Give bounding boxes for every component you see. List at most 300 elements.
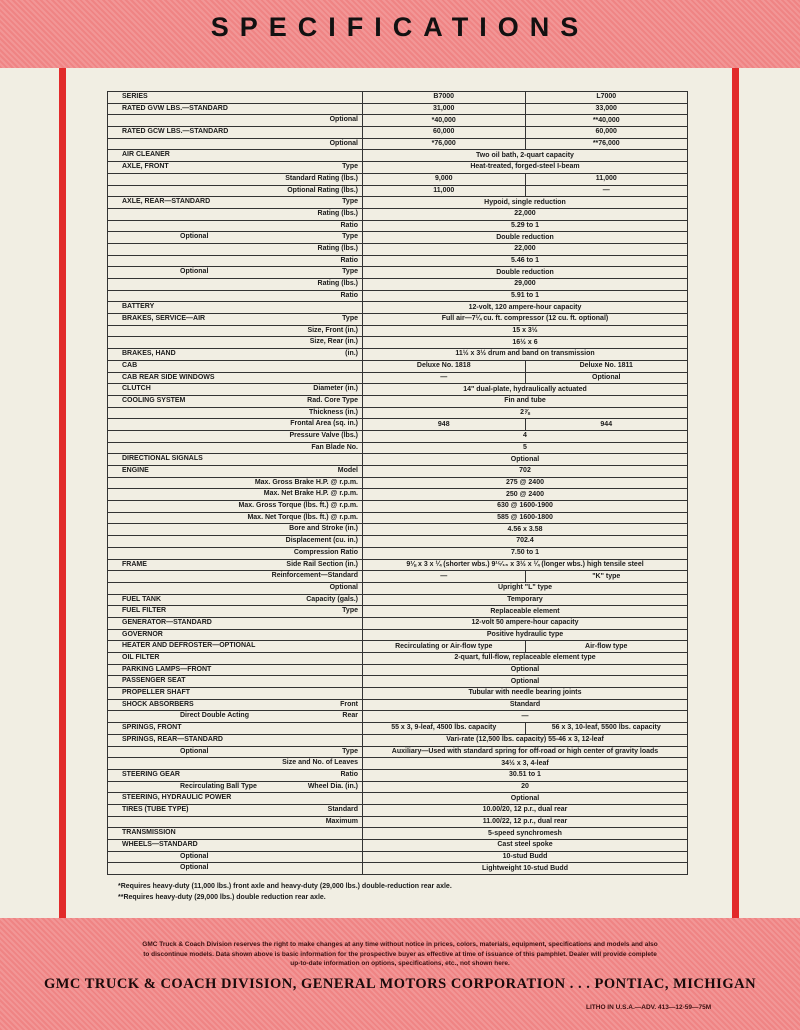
spec-category: SERIES <box>122 93 148 100</box>
disclaimer-text: GMC Truck & Coach Division reserves the right to make changes at any time without notice in prices, colors, materials, equipment, specifications and models and also to discontinue models. Data shown above is basic information for the prospective buyer as effective at time of issuance of this pamphlet. Dealer will provide complete up-to-date information on options, specifications, etc., not shown here. <box>142 941 658 967</box>
spec-row <box>108 127 688 139</box>
spec-value-both: Vari-rate (12,500 lbs. capacity) 55-46 x 3, 12-leaf <box>363 734 688 746</box>
spec-attribute: Model <box>337 467 358 474</box>
spec-label-cell <box>108 489 363 501</box>
spec-value-both: 2⅞ <box>363 407 688 419</box>
footnote-single-asterisk: *Requires heavy-duty (11,000 lbs.) front axle and heavy-duty (29,000 lbs.) double-reduction rear axle. <box>118 883 452 890</box>
spec-category: RATED GCW LBS.—STANDARD <box>122 128 229 136</box>
spec-row <box>108 173 688 185</box>
spec-label-cell <box>108 360 363 372</box>
spec-value-b7000: *40,000 <box>363 115 526 127</box>
spec-label-cell <box>108 407 363 419</box>
spec-label-cell <box>108 571 363 583</box>
spec-attribute: Standard <box>327 805 358 813</box>
spec-value-b7000: *76,000 <box>363 138 526 150</box>
spec-label-cell <box>108 243 363 255</box>
spec-row <box>108 758 688 770</box>
spec-row <box>108 384 688 396</box>
spec-value-both: Auxiliary—Used with standard spring for off-road or high center of gravity loads <box>363 746 688 758</box>
spec-attribute: Size, Front (in.) <box>307 326 358 334</box>
spec-value-both: 5 <box>363 442 688 454</box>
spec-label-cell <box>108 641 363 653</box>
spec-value-both: 250 @ 2400 <box>363 489 688 501</box>
spec-value-both: 585 @ 1600-1800 <box>363 512 688 524</box>
footnotes <box>118 881 452 903</box>
spec-attribute: Pressure Valve (lbs.) <box>289 431 358 439</box>
spec-value-both: 4.56 x 3.58 <box>363 524 688 536</box>
spec-row <box>108 828 688 840</box>
spec-value-both: Temporary <box>363 594 688 606</box>
spec-label-cell <box>108 536 363 548</box>
spec-value-both: 34½ x 3, 4-leaf <box>363 758 688 770</box>
spec-label-cell <box>108 454 363 466</box>
spec-value-both: 5.91 to 1 <box>363 290 688 302</box>
spec-value-both: 30.51 to 1 <box>363 769 688 781</box>
spec-value-b7000: Recirculating or Air-flow type <box>363 641 526 653</box>
spec-category: SPRINGS, REAR—STANDARD <box>122 735 223 743</box>
spec-row <box>108 746 688 758</box>
spec-label-cell <box>108 512 363 524</box>
spec-category: CAB <box>122 361 138 369</box>
spec-variant: Optional <box>180 852 209 860</box>
spec-label-cell <box>108 688 363 700</box>
spec-row <box>108 442 688 454</box>
spec-variant: Optional <box>180 864 209 872</box>
page-title: SPECIFICATIONS <box>210 12 590 42</box>
spec-attribute: Side Rail Section (in.) <box>286 560 358 568</box>
spec-attribute: Ratio <box>340 221 358 229</box>
spec-row <box>108 372 688 384</box>
spec-category: OIL FILTER <box>122 654 160 661</box>
spec-label-cell <box>108 547 363 559</box>
spec-value-both: Lightweight 10-stud Budd <box>363 863 688 875</box>
spec-value-both: 12-volt 50 ampere-hour capacity <box>363 617 688 629</box>
spec-row <box>108 325 688 337</box>
spec-row <box>108 232 688 244</box>
spec-category: STEERING, HYDRAULIC POWER <box>122 794 232 802</box>
spec-value-both: 22,000 <box>363 208 688 220</box>
spec-row <box>108 302 688 314</box>
spec-attribute: Frontal Area (sq. in.) <box>290 420 358 428</box>
spec-row <box>108 547 688 559</box>
spec-label-cell <box>108 606 363 618</box>
spec-attribute: Type <box>342 747 358 755</box>
spec-label-cell <box>108 466 363 478</box>
spec-value-both: Fin and tube <box>363 395 688 407</box>
spec-attribute: Max. Gross Torque (lbs. ft.) @ r.p.m. <box>238 502 358 510</box>
spec-value-b7000: — <box>363 571 526 583</box>
spec-attribute: Compression Ratio <box>293 548 358 556</box>
spec-row <box>108 419 688 431</box>
spec-row <box>108 290 688 302</box>
spec-row <box>108 840 688 852</box>
spec-row <box>108 851 688 863</box>
spec-label-cell <box>108 804 363 816</box>
spec-attribute: Rating (lbs.) <box>317 244 358 252</box>
spec-row <box>108 734 688 746</box>
spec-attribute: Ratio <box>340 256 358 264</box>
spec-row <box>108 255 688 267</box>
spec-attribute: Rear <box>342 712 358 720</box>
spec-value-both: 702 <box>363 466 688 478</box>
spec-label-cell <box>108 337 363 349</box>
spec-category: RATED GVW LBS.—STANDARD <box>122 104 228 112</box>
spec-label-cell <box>108 793 363 805</box>
spec-label-cell <box>108 723 363 735</box>
spec-category: DIRECTIONAL SIGNALS <box>122 455 203 463</box>
spec-value-b7000: — <box>363 372 526 384</box>
spec-value-both: 29,000 <box>363 279 688 291</box>
spec-value-both: 4 <box>363 430 688 442</box>
spec-row <box>108 454 688 466</box>
spec-value-l7000: "K" type <box>525 571 688 583</box>
spec-value-both: Hypoid, single reduction <box>363 197 688 209</box>
spec-attribute: Type <box>342 198 358 206</box>
spec-attribute: Displacement (cu. in.) <box>285 537 358 545</box>
spec-attribute: Optional Rating (lbs.) <box>287 186 358 194</box>
spec-row <box>108 115 688 127</box>
spec-attribute: Max. Net Brake H.P. @ r.p.m. <box>263 490 358 498</box>
spec-row <box>108 466 688 478</box>
spec-value-l7000: 33,000 <box>525 103 688 115</box>
spec-label-cell <box>108 430 363 442</box>
spec-category: COOLING SYSTEM <box>122 396 186 404</box>
spec-label-cell <box>108 349 363 361</box>
spec-value-both: 16½ x 6 <box>363 337 688 349</box>
spec-label-cell <box>108 103 363 115</box>
spec-row <box>108 208 688 220</box>
spec-attribute: Optional <box>329 139 358 147</box>
spec-row <box>108 781 688 793</box>
spec-row <box>108 430 688 442</box>
spec-value-both: 275 @ 2400 <box>363 477 688 489</box>
spec-category: GENERATOR—STANDARD <box>122 618 212 626</box>
spec-value-both: Two oil bath, 2-quart capacity <box>363 150 688 162</box>
spec-attribute: Thickness (in.) <box>308 408 358 416</box>
spec-category: SPRINGS, FRONT <box>122 724 182 732</box>
spec-value-both: 15 x 3½ <box>363 325 688 337</box>
spec-row <box>108 793 688 805</box>
spec-row <box>108 185 688 197</box>
spec-row <box>108 395 688 407</box>
spec-row <box>108 220 688 232</box>
spec-value-b7000: 60,000 <box>363 127 526 139</box>
spec-value-both: 7.50 to 1 <box>363 547 688 559</box>
spec-label-cell <box>108 781 363 793</box>
spec-row <box>108 243 688 255</box>
print-code: LITHO IN U.S.A.—ADV. 413—12-59—75M <box>586 1004 712 1011</box>
spec-value-l7000: 60,000 <box>525 127 688 139</box>
spec-value-both: Optional <box>363 676 688 688</box>
spec-label-cell <box>108 559 363 571</box>
spec-label-cell <box>108 92 363 104</box>
spec-label-cell <box>108 676 363 688</box>
spec-value-both: 5.29 to 1 <box>363 220 688 232</box>
spec-row <box>108 524 688 536</box>
spec-row <box>108 804 688 816</box>
right-red-rule <box>732 68 739 918</box>
spec-label-cell <box>108 255 363 267</box>
spec-row <box>108 103 688 115</box>
spec-row <box>108 407 688 419</box>
spec-row <box>108 559 688 571</box>
spec-label-cell <box>108 594 363 606</box>
spec-value-l7000: **76,000 <box>525 138 688 150</box>
spec-label-cell <box>108 828 363 840</box>
spec-category: BATTERY <box>122 303 155 311</box>
spec-attribute: Type <box>342 233 358 241</box>
spec-row <box>108 664 688 676</box>
spec-category: FUEL FILTER <box>122 607 167 615</box>
spec-attribute: Rating (lbs.) <box>317 280 358 287</box>
spec-label-cell <box>108 746 363 758</box>
spec-row <box>108 267 688 279</box>
spec-row <box>108 723 688 735</box>
spec-label-cell <box>108 220 363 232</box>
spec-label-cell <box>108 769 363 781</box>
spec-value-both: 5.46 to 1 <box>363 255 688 267</box>
spec-row <box>108 629 688 641</box>
spec-value-l7000: 56 x 3, 10-leaf, 5500 lbs. capacity <box>525 723 688 735</box>
spec-row <box>108 582 688 594</box>
spec-attribute: Rating (lbs.) <box>317 209 358 217</box>
spec-value-b7000: B7000 <box>363 92 526 104</box>
spec-value-l7000: **40,000 <box>525 115 688 127</box>
spec-attribute: Type <box>342 315 358 323</box>
spec-row <box>108 536 688 548</box>
spec-value-both: 11½ x 3½ drum and band on transmission <box>363 349 688 361</box>
spec-attribute: Maximum <box>325 817 358 825</box>
spec-value-both: 20 <box>363 781 688 793</box>
spec-label-cell <box>108 524 363 536</box>
spec-variant: Direct Double Acting <box>180 712 249 720</box>
spec-label-cell <box>108 325 363 337</box>
spec-value-both: Double reduction <box>363 232 688 244</box>
spec-label-cell <box>108 711 363 723</box>
spec-value-both: Optional <box>363 664 688 676</box>
spec-attribute: Diameter (in.) <box>313 385 358 393</box>
spec-category: AXLE, REAR—STANDARD <box>122 198 211 206</box>
spec-row <box>108 337 688 349</box>
spec-label-cell <box>108 816 363 828</box>
spec-value-l7000: 944 <box>525 419 688 431</box>
spec-value-both: 22,000 <box>363 243 688 255</box>
spec-row <box>108 688 688 700</box>
spec-row <box>108 641 688 653</box>
spec-attribute: Optional <box>329 116 358 124</box>
spec-label-cell <box>108 267 363 279</box>
spec-value-both: 630 @ 1600-1900 <box>363 501 688 513</box>
spec-row <box>108 653 688 665</box>
spec-value-both: Tubular with needle bearing joints <box>363 688 688 700</box>
spec-row <box>108 571 688 583</box>
spec-row <box>108 606 688 618</box>
spec-value-b7000: 948 <box>363 419 526 431</box>
spec-label-cell <box>108 138 363 150</box>
spec-row <box>108 92 688 104</box>
spec-attribute: Reinforcement—Standard <box>271 572 358 580</box>
spec-value-both: 10-stud Budd <box>363 851 688 863</box>
spec-value-both: Double reduction <box>363 267 688 279</box>
spec-label-cell <box>108 582 363 594</box>
spec-attribute: Size, Rear (in.) <box>309 338 358 346</box>
spec-row <box>108 501 688 513</box>
spec-attribute: Wheel Dia. (in.) <box>307 782 358 790</box>
spec-attribute: Type <box>342 268 358 276</box>
spec-attribute: (in.) <box>345 350 358 358</box>
spec-label-cell <box>108 185 363 197</box>
spec-row <box>108 279 688 291</box>
spec-row <box>108 489 688 501</box>
specifications-table <box>107 91 688 875</box>
spec-row <box>108 162 688 174</box>
spec-row <box>108 138 688 150</box>
spec-value-b7000: 9,000 <box>363 173 526 185</box>
spec-category: CLUTCH <box>122 385 151 393</box>
spec-row <box>108 699 688 711</box>
spec-attribute: Size and No. of Leaves <box>282 759 358 767</box>
spec-category: PROPELLER SHAFT <box>122 689 191 697</box>
spec-row <box>108 711 688 723</box>
spec-value-both: Upright "L" type <box>363 582 688 594</box>
spec-value-l7000: 11,000 <box>525 173 688 185</box>
spec-row <box>108 676 688 688</box>
spec-label-cell <box>108 302 363 314</box>
spec-value-l7000: Deluxe No. 1811 <box>525 360 688 372</box>
spec-attribute: Max. Net Torque (lbs. ft.) @ r.p.m. <box>247 513 358 521</box>
spec-attribute: Bore and Stroke (in.) <box>289 525 358 533</box>
spec-category: HEATER AND DEFROSTER—OPTIONAL <box>122 642 256 650</box>
spec-attribute: Ratio <box>340 770 358 778</box>
spec-attribute: Optional <box>329 583 358 591</box>
spec-row <box>108 349 688 361</box>
spec-value-b7000: 55 x 3, 9-leaf, 4500 lbs. capacity <box>363 723 526 735</box>
spec-row <box>108 477 688 489</box>
spec-label-cell <box>108 851 363 863</box>
spec-label-cell <box>108 617 363 629</box>
spec-attribute: Standard Rating (lbs.) <box>285 174 358 182</box>
spec-category: AIR CLEANER <box>122 151 170 159</box>
spec-label-cell <box>108 314 363 326</box>
spec-category: FUEL TANK <box>122 595 162 603</box>
spec-label-cell <box>108 173 363 185</box>
spec-variant: Optional <box>180 747 209 755</box>
spec-row <box>108 617 688 629</box>
spec-row <box>108 863 688 875</box>
spec-value-l7000: — <box>525 185 688 197</box>
spec-label-cell <box>108 653 363 665</box>
spec-value-both: Cast steel spoke <box>363 840 688 852</box>
footer-band <box>0 918 800 1030</box>
spec-row <box>108 360 688 372</box>
spec-label-cell <box>108 442 363 454</box>
spec-label-cell <box>108 232 363 244</box>
spec-label-cell <box>108 863 363 875</box>
spec-label-cell <box>108 162 363 174</box>
spec-label-cell <box>108 419 363 431</box>
spec-row <box>108 512 688 524</box>
spec-value-both: — <box>363 711 688 723</box>
left-red-rule <box>59 68 66 918</box>
spec-value-both: 14" dual-plate, hydraulically actuated <box>363 384 688 396</box>
spec-category: ENGINE <box>122 467 149 474</box>
spec-attribute: Capacity (gals.) <box>306 595 358 603</box>
spec-category: SHOCK ABSORBERS <box>122 700 194 708</box>
spec-value-both: Heat-treated, forged-steel I-beam <box>363 162 688 174</box>
spec-value-both: 9⅛ x 3 x ¼ (shorter wbs.) 9¹⁵⁄₁₆ x 3½ x ¼ (longer wbs.) high tensile steel <box>363 559 688 571</box>
spec-row <box>108 150 688 162</box>
spec-attribute: Max. Gross Brake H.P. @ r.p.m. <box>254 478 358 486</box>
spec-label-cell <box>108 115 363 127</box>
spec-category: BRAKES, HAND <box>122 350 176 358</box>
spec-value-l7000: Optional <box>525 372 688 384</box>
spec-variant: Recirculating Ball Type <box>180 782 257 790</box>
spec-label-cell <box>108 290 363 302</box>
spec-category: GOVERNOR <box>122 630 163 638</box>
spec-label-cell <box>108 477 363 489</box>
spec-label-cell <box>108 208 363 220</box>
spec-row <box>108 769 688 781</box>
spec-label-cell <box>108 664 363 676</box>
spec-attribute: Type <box>342 607 358 615</box>
spec-row <box>108 594 688 606</box>
spec-attribute: Type <box>342 163 358 171</box>
spec-row <box>108 314 688 326</box>
footnote-double-asterisk: **Requires heavy-duty (29,000 lbs.) double reduction rear axle. <box>118 894 326 901</box>
spec-label-cell <box>108 734 363 746</box>
spec-value-both: Optional <box>363 454 688 466</box>
spec-label-cell <box>108 127 363 139</box>
spec-category: TIRES (TUBE TYPE) <box>122 805 189 813</box>
company-name: GMC TRUCK & COACH DIVISION, GENERAL MOTORS CORPORATION . . . PONTIAC, MICHIGAN <box>43 976 757 992</box>
spec-category: TRANSMISSION <box>122 829 176 837</box>
spec-value-both: 702.4 <box>363 536 688 548</box>
spec-category: PARKING LAMPS—FRONT <box>122 665 212 673</box>
spec-value-both: Standard <box>363 699 688 711</box>
spec-label-cell <box>108 279 363 291</box>
spec-row <box>108 816 688 828</box>
spec-value-both: 10.00/20, 12 p.r., dual rear <box>363 804 688 816</box>
spec-variant: Optional <box>180 233 209 241</box>
spec-label-cell <box>108 629 363 641</box>
spec-value-b7000: Deluxe No. 1818 <box>363 360 526 372</box>
spec-label-cell <box>108 758 363 770</box>
spec-value-both: Full air—7¼ cu. ft. compressor (12 cu. ft. optional) <box>363 314 688 326</box>
spec-label-cell <box>108 150 363 162</box>
spec-variant: Optional <box>180 268 209 276</box>
spec-category: STEERING GEAR <box>122 770 180 778</box>
spec-value-both: 11.00/22, 12 p.r., dual rear <box>363 816 688 828</box>
spec-value-both: Optional <box>363 793 688 805</box>
spec-label-cell <box>108 197 363 209</box>
spec-category: AXLE, FRONT <box>122 163 169 171</box>
spec-value-l7000: L7000 <box>525 92 688 104</box>
spec-value-b7000: 11,000 <box>363 185 526 197</box>
spec-label-cell <box>108 840 363 852</box>
spec-value-both: 12-volt, 120 ampere-hour capacity <box>363 302 688 314</box>
spec-label-cell <box>108 384 363 396</box>
spec-row <box>108 197 688 209</box>
spec-value-both: 5-speed synchromesh <box>363 828 688 840</box>
spec-value-both: Positive hydraulic type <box>363 629 688 641</box>
spec-attribute: Front <box>340 700 358 708</box>
spec-category: FRAME <box>122 560 147 568</box>
spec-category: WHEELS—STANDARD <box>122 841 198 848</box>
spec-category: BRAKES, SERVICE—AIR <box>122 315 206 323</box>
spec-attribute: Fan Blade No. <box>311 443 358 451</box>
spec-category: CAB REAR SIDE WINDOWS <box>122 373 215 381</box>
spec-value-both: 2-quart, full-flow, replaceable element type <box>363 653 688 665</box>
